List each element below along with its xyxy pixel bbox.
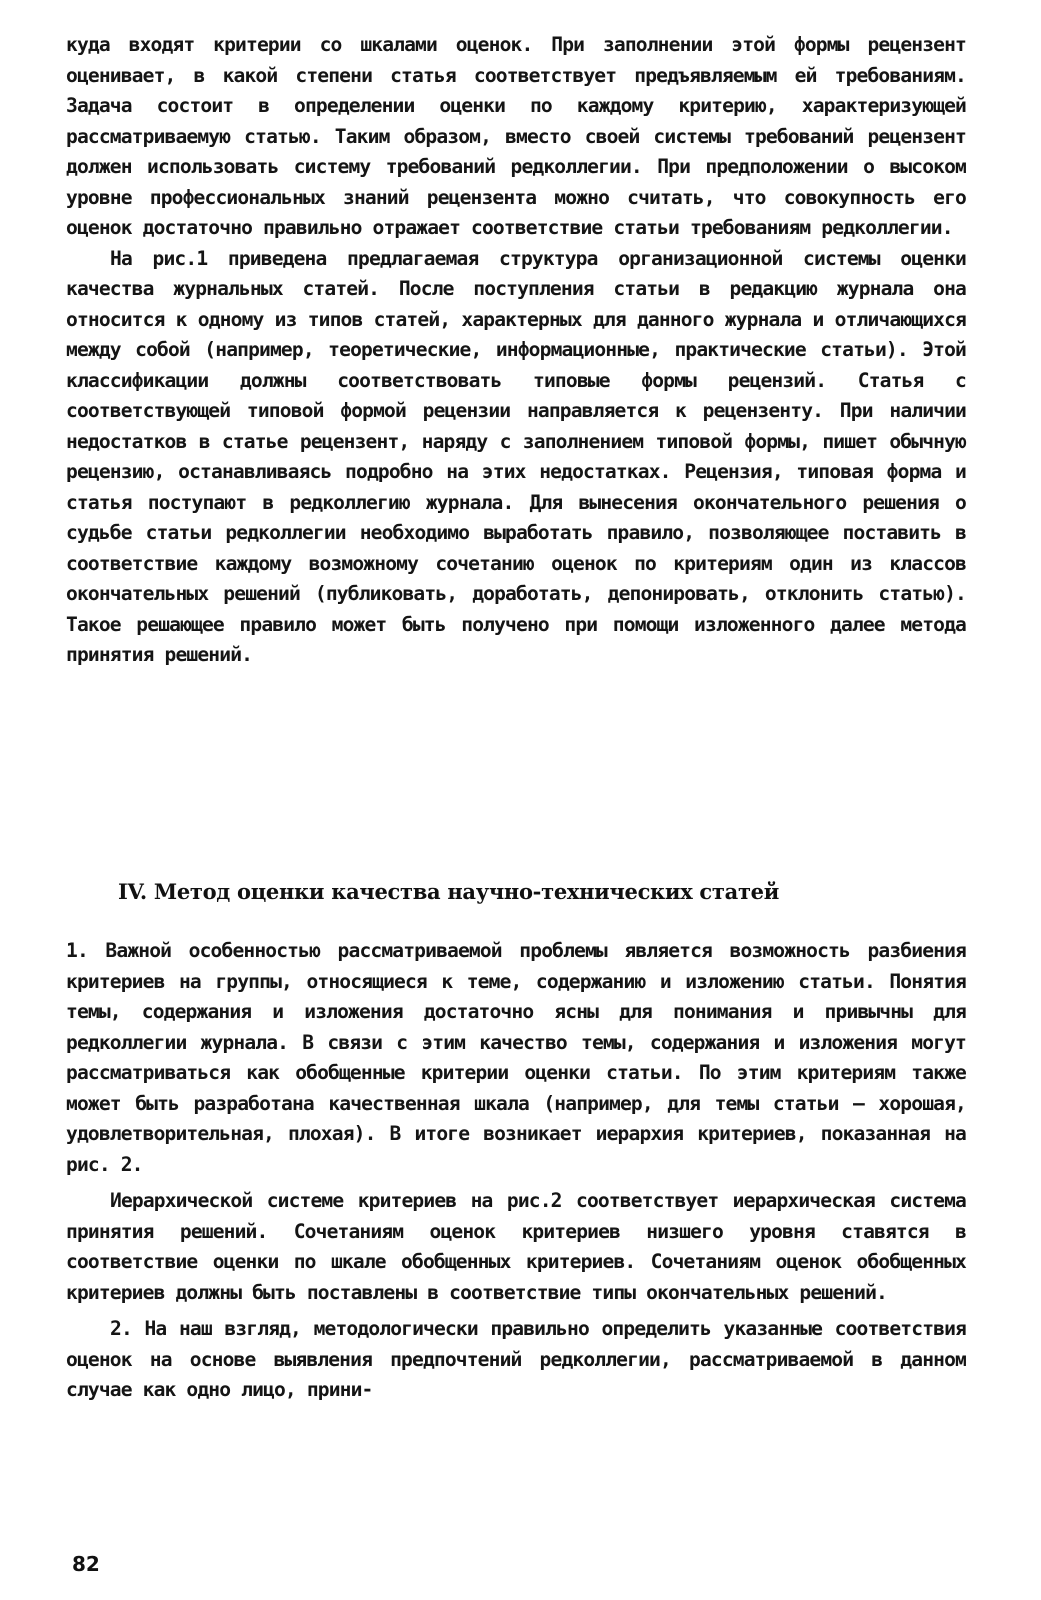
section-heading: IV. Метод оценки качества научно-технических статей: [118, 879, 779, 904]
paragraph-item-1: 1. Важной особенностью рассматриваемой проблемы является возможность разбиения критериев на группы, относящиеся к теме, содержанию и изложению статьи. Понятия темы, содержания и изложения достаточно ясны для понимания и привычны для редколлегии журнала. В связи с этим качество темы, содержания и изложения могут рассматриваться как обобщенные критерии оценки статьи. По этим критериям также может быть разработана качественная шкала (например, для темы статьи – хорошая, удовлетворительная, плохая). В итоге возникает иерархия критериев, показанная на рис. 2.: [66, 939, 966, 1176]
paragraph-hierarchy: Иерархической системе критериев на рис.2 соответствует иерархическая система принятия решений. Сочетаниям оценок критериев низшего уровня ставятся в соответствие оценки по шкале обобщенных критериев. Сочетаниям оценок обобщенных критериев должны быть поставлены в соответствие типы окончательных решений.: [66, 1189, 966, 1304]
paragraph-item-2: 2. На наш взгляд, методологически правильно определить указанные соответствия оценок на основе выявления предпочтений редколлегии, рассматриваемой в данном случае как одно лицо, прини-: [66, 1317, 966, 1401]
page-number: 82: [72, 1552, 100, 1576]
paragraph-continuation: куда входят критерии со шкалами оценок. При заполнении этой формы рецензент оценивает, в какой степени статья соответствует предъявляемым ей требованиям. Задача состоит в определении оценки по каждому критерию, характеризующей рассматриваемую статью. Таким образом, вместо своей системы требований рецензент должен использовать систему требований редколлегии. При предположении о высоком уровне профессиональных знаний рецензента можно считать, что совокупность его оценок достаточно правильно отражает соответствие статьи требованиям редколлегии.: [66, 33, 966, 239]
document-page: [66, 30, 966, 1401]
section-body: [66, 936, 966, 1406]
paragraph-figure1-description: На рис.1 приведена предлагаемая структура организационной системы оценки качества журнальных статей. После поступления статьи в редакцию журнала она относится к одному из типов статей, характерных для данного журнала и отличающихся между собой (например, теоретические, информационные, практические статьи). Этой классификации должны соответствовать типовые формы рецензий. Статья с соответствующей типовой формой рецензии направляется к рецензенту. При наличии недостатков в статье рецензент, наряду с заполнением типовой формы, пишет обычную рецензию, останавливаясь подробно на этих недостатках. Рецензия, типовая форма и статья поступают в редколлегию журнала. Для вынесения окончательного решения о судьбе статьи редколлегии необходимо выработать правило, позволяющее поставить в соответствие каждому возможному сочетанию оценок по критериям один из классов окончательных решений (публиковать, доработать, депонировать, отклонить статью). Такое решающее правило может быть получено при помощи изложенного далее метода принятия решений.: [66, 246, 966, 666]
